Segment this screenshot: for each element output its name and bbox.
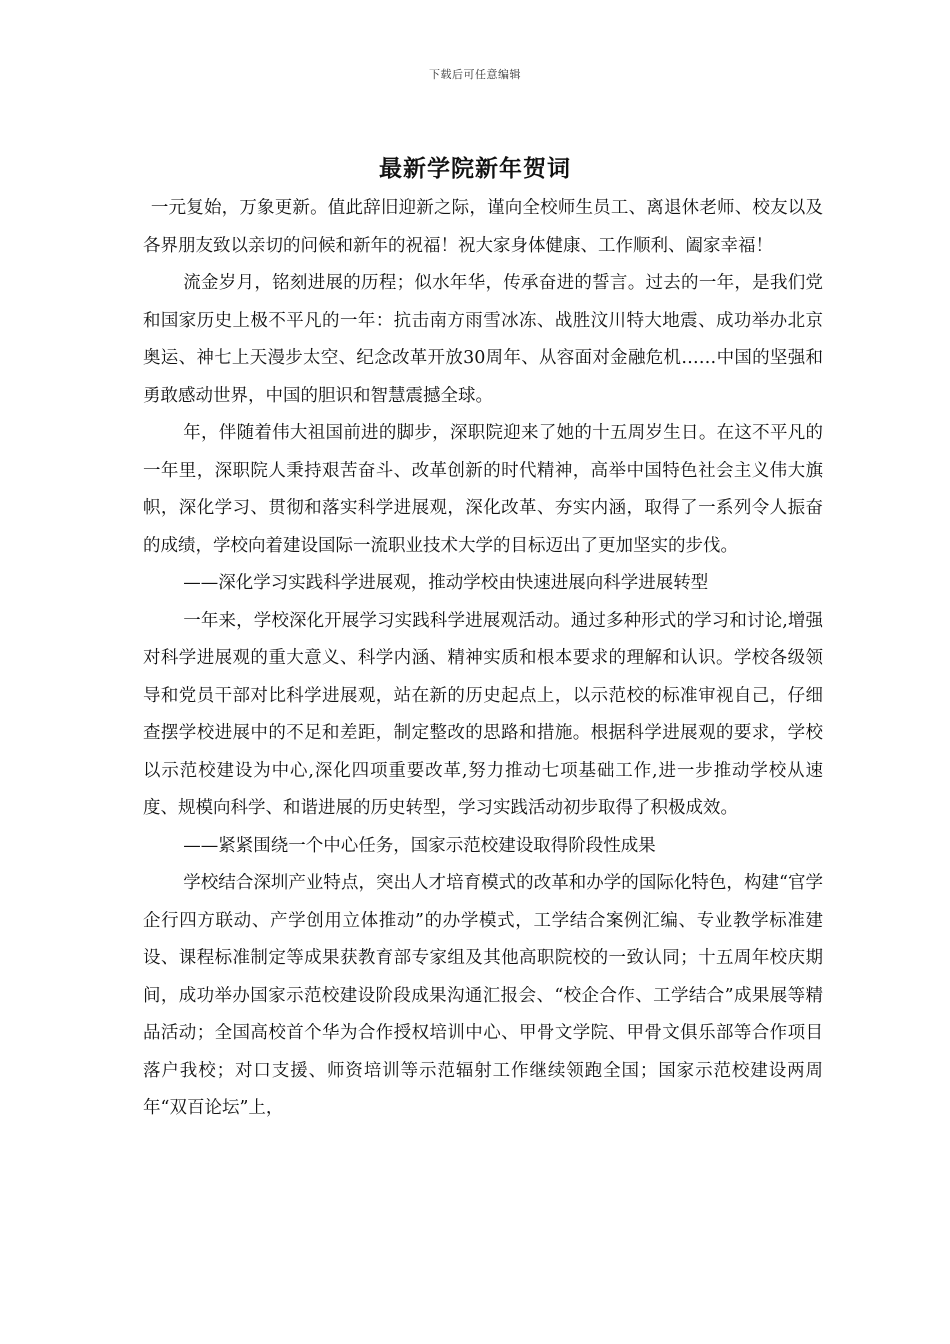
paragraph-fifteenth-anniversary: 年，伴随着伟大祖国前进的脚步，深职院迎来了她的十五周岁生日。在这不平凡的一年里，深职院人秉持艰苦奋斗、改革创新的时代精神，高举中国特色社会主义伟大旗帜，深化学习、贯彻和落实科学进展观，深化改革、夯实内涵，取得了一系列令人振奋的成绩，学校向着建设国际一流职业技术大学的目标迈出了更加坚实的步伐。 (143, 423, 823, 556)
section-heading-demonstration-school: ——紧紧围绕一个中心任务，国家示范校建设取得阶段性成果 (183, 835, 656, 856)
document-body (143, 190, 823, 1128)
header-note: 下载后可任意编辑 (429, 68, 521, 81)
paragraph-greeting: 一元复始，万象更新。值此辞旧迎新之际，谨向全校师生员工、离退休老师、校友以及各界朋友致以亲切的问候和新年的祝福！祝大家身体健康、工作顺利、阖家幸福！ (143, 198, 823, 256)
paragraph-industry-features: 学校结合深圳产业特点，突出人才培育模式的改革和办学的国际化特色，构建“官学企行四方联动、产学创用立体推动”的办学模式，工学结合案例汇编、专业教学标准建设、课程标准制定等成果获教育部专家组及其他高职院校的一致认同；十五周年校庆期间，成功举办国家示范校建设阶段成果沟通汇报会、“校企合作、工学结合”成果展等精品活动；全国高校首个华为合作授权培训中心、甲骨文学院、甲骨文俱乐部等合作项目落户我校；对口支援、师资培训等示范辐射工作继续领跑全国；国家示范校建设两周年“双百论坛”上， (143, 873, 823, 1118)
section-heading-scientific-development: ——深化学习实践科学进展观，推动学校由快速进展向科学进展转型 (183, 573, 709, 593)
paragraph-study-practice: 一年来，学校深化开展学习实践科学进展观活动。通过多种形式的学习和讨论,增强对科学进展观的重大意义、科学内涵、精神实质和根本要求的理解和认识。学校各级领导和党员干部对比科学进展观，站在新的历史起点上，以示范校的标准审视自己，仔细查摆学校进展中的不足和差距，制定整改的思路和措施。根据科学进展观的要求，学校以示范校建设为中心,深化四项重要改革,努力推动七项基础工作,进一步推动学校从速度、规模向科学、和谐进展的历史转型，学习实践活动初步取得了积极成效。 (143, 610, 823, 818)
paragraph-past-year: 流金岁月，铭刻进展的历程；似水年华，传承奋进的誓言。过去的一年，是我们党和国家历史上极不平凡的一年：抗击南方雨雪冰冻、战胜汶川特大地震、成功举办北京奥运、神七上天漫步太空、纪念改革开放30周年、从容面对金融危机……中国的坚强和勇敢感动世界，中国的胆识和智慧震撼全球。 (143, 273, 823, 406)
document-title: 最新学院新年贺词 (379, 155, 571, 182)
